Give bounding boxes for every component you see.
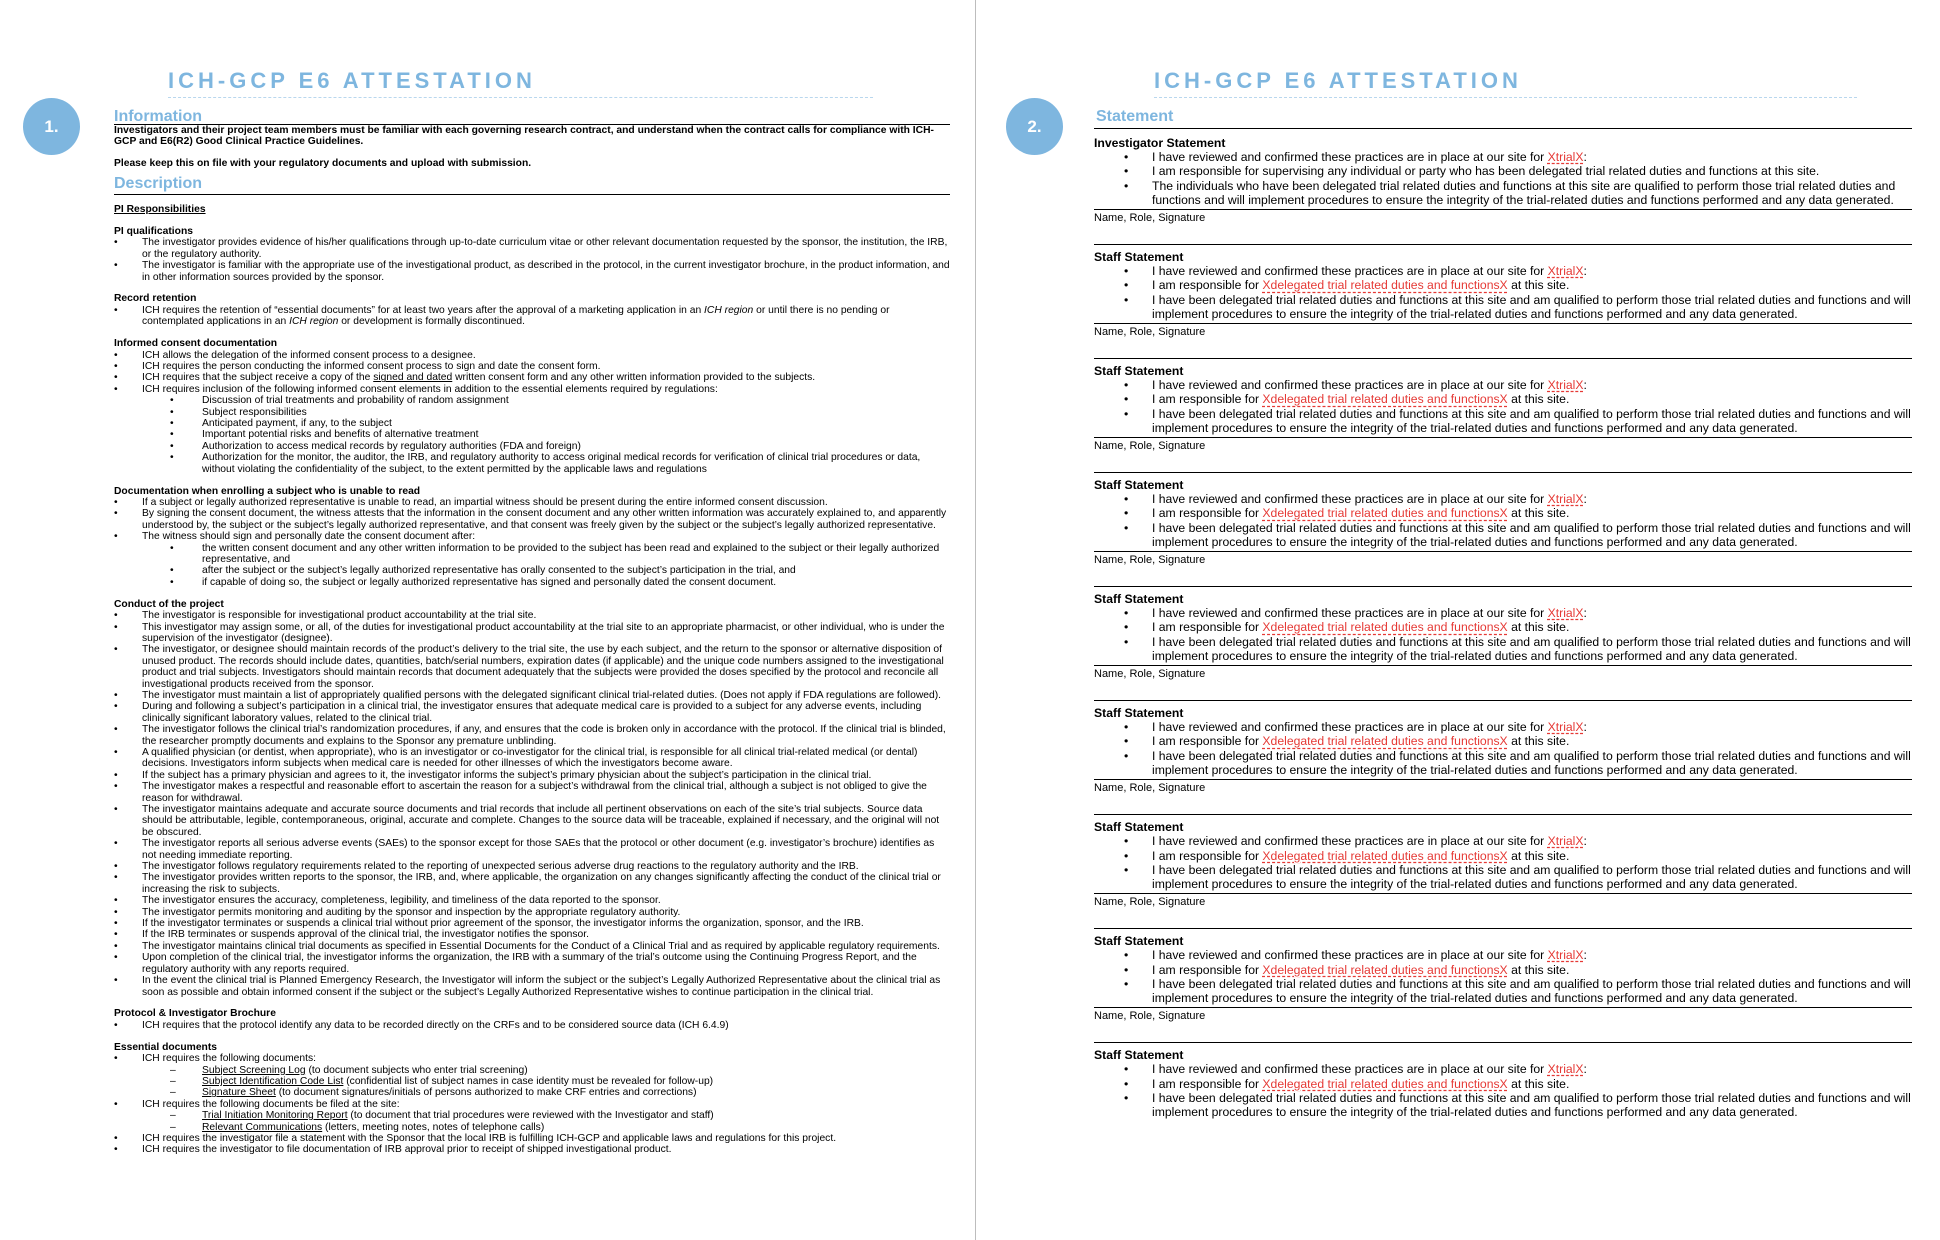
staff-statement-heading: Staff Statement	[1094, 592, 1184, 607]
list-item: • If a subject or legally authorized representative is unable to read, an impartial witness should be present during the entire informed consent discussion.	[114, 496, 828, 508]
list-item: • I have been delegated trial related duties and functions at this site and am qualified to perform those trial related duties and functions and will implement procedures to ensure the integrity of the trial-related duties and functions performed and any data generated.	[1124, 976, 1911, 1005]
list-item: • ICH allows the delegation of the informed consent process to a designee.	[114, 349, 476, 361]
conduct-list	[114, 610, 950, 998]
staff-statement	[1094, 586, 1912, 681]
statement-heading: Statement	[1096, 108, 1174, 125]
list-item: • I have been delegated trial related duties and functions at this site and am qualified to perform those trial related duties and functions and will implement procedures to ensure the integrity of the trial-related duties and functions performed and any data generated.	[1124, 520, 1911, 549]
list-item: • The investigator maintains adequate and accurate source documents and trial records that include all pertinent observations on each of the site’s trial subjects. Source data should be attributable, legible, contemporaneous, original, accurate and complete. Changes to the source data will be traceable, explained if necessary, and the original will not be obscured.	[114, 804, 940, 838]
list-item: • Anticipated payment, if any, to the subject	[170, 418, 392, 429]
list-item: • The witness should sign and personally date the consent document after:	[114, 531, 476, 543]
list-item: • During and following a subject’s participation in a clinical trial, the investigator ensures that adequate medical care is provided to a subject for any adverse events, including clinically significant laboratory values, related to the clinical trial.	[114, 701, 922, 724]
staff-statement-heading: Staff Statement	[1094, 1048, 1184, 1063]
staff-statement-heading: Staff Statement	[1094, 364, 1184, 379]
staff-statement-heading: Staff Statement	[1094, 820, 1184, 835]
list-item: • I am responsible for Xdelegated trial related duties and functionsX at this site.	[1124, 278, 1570, 293]
trial-name-field[interactable]: XtrialX	[1547, 720, 1584, 735]
investigator-statement-list	[1094, 150, 1912, 207]
list-item: • I am responsible for Xdelegated trial related duties and functionsX at this site.	[1124, 392, 1570, 407]
list-item: • The investigator reports all serious adverse events (SAEs) to the sponsor except for those SAEs that the protocol or other document (e.g. investigator’s brochure) identifies as not needing immediate reporting.	[114, 838, 935, 861]
unable-to-read-list	[114, 497, 950, 543]
trial-name-field[interactable]: XtrialX	[1547, 264, 1584, 279]
list-item: • I have reviewed and confirmed these practices are in place at our site for XtrialX:	[1124, 492, 1587, 507]
protocol-list	[114, 1020, 950, 1031]
title-dashed-rule-page-2	[1154, 97, 1857, 98]
pi-qualifications-list	[114, 237, 950, 283]
list-item: • I am responsible for Xdelegated trial related duties and functionsX at this site.	[1124, 962, 1570, 977]
staff-statement-heading: Staff Statement	[1094, 250, 1184, 265]
list-item: • ICH requires that the protocol identify any data to be recorded directly on the CRFs and to be considered source data (ICH 6.4.9)	[114, 1019, 729, 1031]
list-item: • A qualified physician (or dentist, when appropriate), who is an investigator or co-investigator for the clinical trial, is responsible for all clinical trial-related medical (or dental) decisions. Investigators inform subjects when medical care is needed for other illnesses of which the investigators become aware.	[114, 746, 918, 770]
list-item: • By signing the consent document, the witness attests that the information in the consent document and any other written information was accurately explained to, and apparently understood by, the subject or the subject’s legally authorized representative, and that consent was freely given by the subject or the subject’s legally authorized representative.	[114, 508, 947, 531]
list-item: • Discussion of trial treatments and probability of random assignment	[170, 395, 509, 407]
list-item: • ICH requires the investigator to file documentation of IRB approval prior to receipt of shipped investigational product.	[114, 1144, 672, 1156]
list-item: • I am responsible for Xdelegated trial related duties and functionsX at this site.	[1124, 734, 1570, 749]
list-item: • ICH requires the following documents be filed at the site:	[114, 1098, 400, 1110]
trial-name-field[interactable]: XtrialX	[1547, 948, 1584, 963]
list-item: • The investigator ensures the accuracy, completeness, legibility, and timeliness of the data reported to the sponsor.	[114, 895, 661, 907]
delegated-duties-field[interactable]: Xdelegated trial related duties and functionsX	[1262, 620, 1508, 635]
page-number-badge-2: 2.	[1006, 98, 1063, 155]
trial-name-field[interactable]: XtrialX	[1547, 378, 1584, 393]
delegated-duties-field[interactable]: Xdelegated trial related duties and functionsX	[1262, 1076, 1508, 1091]
trial-name-field[interactable]: XtrialX	[1547, 606, 1584, 621]
staff-statement-heading: Staff Statement	[1094, 934, 1184, 949]
list-item: • The investigator is familiar with the appropriate use of the investigational product, as described in the protocol, in the current investigator brochure, in the product information, and in other information sources provided by the sponsor.	[114, 260, 950, 283]
pi-responsibilities-heading: PI Responsibilities	[114, 204, 206, 215]
staff-statement	[1094, 358, 1912, 453]
list-item: • after the subject or the subject’s legally authorized representative has orally consented to the subject’s participation in the trial, and	[170, 565, 796, 577]
staff-statement-heading: Staff Statement	[1094, 478, 1184, 493]
list-item: • The investigator provides written reports to the sponsor, the IRB, and, where applicable, the organization on any changes significantly affecting the conduct of the clinical trial or increasing the risk to subjects.	[114, 872, 941, 895]
conduct-heading: Conduct of the project	[114, 598, 224, 610]
information-body	[114, 125, 950, 170]
list-item: • the written consent document and any other written information to be provided to the subject has been read and explained to the subject or their legally authorized representative, and	[170, 542, 940, 565]
staff-statement-list	[1094, 492, 1912, 549]
list-item: • In the event the clinical trial is Planned Emergency Research, the Investigator will inform the subject or the subject’s Legally Authorized Representative about the clinical trial as soon as possible and obtain informed consent if the subject or the subject’s Legally Authorized Representative wishes to continue participation in the clinical trial.	[114, 975, 941, 998]
list-item: • ICH requires the following documents:	[114, 1053, 316, 1065]
list-item: • Subject responsibilities	[170, 406, 307, 418]
essential-documents-list-2	[114, 1099, 950, 1110]
list-item: • The investigator maintains clinical trial documents as specified in Essential Documents for the Conduct of a Clinical Trial and as required by applicable regulatory requirements.	[114, 940, 940, 952]
unable-to-read-heading: Documentation when enrolling a subject who is unable to read	[114, 485, 421, 497]
list-item: – Relevant Communications (letters, meeting notes, notes of telephone calls)	[170, 1121, 545, 1133]
page-number-badge: 1.	[23, 98, 80, 155]
staff-statement-list	[1094, 378, 1912, 435]
trial-name-field[interactable]: XtrialX	[1547, 492, 1584, 507]
list-item: • I have reviewed and confirmed these practices are in place at our site for XtrialX:	[1124, 948, 1587, 963]
list-item: • I have reviewed and confirmed these practices are in place at our site for XtrialX:	[1124, 834, 1587, 849]
trial-name-field[interactable]: XtrialX	[1547, 1062, 1584, 1077]
list-item: • Authorization to access medical records by regulatory authorities (FDA and foreign)	[170, 440, 581, 452]
description-body	[114, 204, 950, 1156]
list-item: • The investigator permits monitoring and auditing by the sponsor and inspection by the appropriate regulatory authority.	[114, 906, 681, 918]
list-item: • If the subject has a primary physician and agrees to it, the investigator informs the subject’s primary physician about the subject’s participation in the clinical trial.	[114, 769, 872, 781]
list-item: • ICH requires inclusion of the following informed consent elements in addition to the essential elements required by regulations:	[114, 383, 718, 395]
delegated-duties-field[interactable]: Xdelegated trial related duties and functionsX	[1262, 278, 1508, 293]
list-item: • The individuals who have been delegated trial related duties and functions at this site are qualified to perform those trial related duties and functions and will implement procedures to ensure the integrity of the trial-related duties and functions performed and any data generated.	[1124, 178, 1896, 207]
signature-line[interactable]: Name, Role, Signature	[1094, 437, 1912, 453]
list-item: • I am responsible for Xdelegated trial related duties and functionsX at this site.	[1124, 620, 1570, 635]
description-rule	[114, 194, 950, 195]
delegated-duties-field[interactable]: Xdelegated trial related duties and functionsX	[1262, 962, 1508, 977]
list-item: • ICH requires that the subject receive a copy of the signed and dated written consent form and any other written information provided to the subjects.	[114, 372, 816, 384]
staff-statement	[1094, 1042, 1912, 1119]
essential-documents-list	[114, 1053, 950, 1064]
signature-line[interactable]: Name, Role, Signature	[1094, 779, 1912, 795]
list-item: • I have been delegated trial related duties and functions at this site and am qualified to perform those trial related duties and functions and will implement procedures to ensure the integrity of the trial-related duties and functions performed and any data generated.	[1124, 748, 1911, 777]
list-item: • I have reviewed and confirmed these practices are in place at our site for XtrialX:	[1124, 264, 1587, 279]
title-dashed-rule	[168, 97, 873, 98]
list-item: • Upon completion of the clinical trial, the investigator informs the organization, the IRB with a summary of the trial’s outcome using the Continuing Progress Report, and the regulatory authority with any reports required.	[114, 952, 917, 975]
information-heading: Information	[114, 108, 202, 125]
signature-line[interactable]: Name, Role, Signature	[1094, 209, 1912, 225]
list-item: • I have been delegated trial related duties and functions at this site and am qualified to perform those trial related duties and functions and will implement procedures to ensure the integrity of the trial-related duties and functions performed and any data generated.	[1124, 1090, 1911, 1119]
signature-line[interactable]: Name, Role, Signature	[1094, 893, 1912, 909]
list-item: – Trial Initiation Monitoring Report (to document that trial procedures were reviewed with the Investigator and staff)	[170, 1110, 714, 1122]
staff-statement-list	[1094, 606, 1912, 663]
list-item: • ICH requires the investigator file a statement with the Sponsor that the local IRB is fulfilling ICH-GCP and applicable laws and regulations for this project.	[114, 1132, 837, 1144]
list-item: • I have reviewed and confirmed these practices are in place at our site for XtrialX:	[1124, 1062, 1587, 1077]
staff-statement	[1094, 928, 1912, 1023]
protocol-heading: Protocol & Investigator Brochure	[114, 1008, 276, 1020]
staff-statement-list	[1094, 264, 1912, 321]
list-item: • Authorization for the monitor, the auditor, the IRB, and regulatory authority to access original medical records for verification of clinical trial procedures or data, without violating the confidentiality of the subject, to the extent permitted by the applicable laws and regulations	[170, 452, 921, 475]
consent-elements-sublist	[114, 395, 950, 475]
essential-documents-list-3	[114, 1133, 950, 1156]
list-item: • The investigator follows the clinical trial’s randomization procedures, if any, and ensures that the code is broken only in accordance with the protocol. If the clinical trial is blinded, the researcher promptly documents and explains to the Sponsor any premature unblinding.	[114, 724, 946, 747]
trial-name-field[interactable]: XtrialX	[1547, 834, 1584, 849]
list-item: • The investigator, or designee should maintain records of the product’s delivery to the trial site, the use by each subject, and the return to the sponsor or alternative disposition of unused product. The records should include dates, quantities, batch/serial numbers, expiration dates (if applicable) and the unique code numbers assigned to the investigational product and trial subjects. Investigators should maintain records that document adequately that the subjects were provided the doses specified by the protocol and reconcile all investigational products received from the sponsor.	[114, 644, 944, 690]
upload-note: Please keep this on file with your regulatory documents and upload with submission.	[114, 158, 532, 170]
signature-line[interactable]: Name, Role, Signature	[1094, 1007, 1912, 1023]
investigator-statement-heading: Investigator Statement	[1094, 136, 1226, 150]
list-item: • I have reviewed and confirmed these practices are in place at our site for XtrialX:	[1124, 378, 1587, 393]
staff-statement	[1094, 472, 1912, 567]
description-heading: Description	[114, 175, 203, 192]
list-item: • The investigator makes a respectful and reasonable effort to ascertain the reason for a subject’s withdrawal from the clinical trial, although a subject is not obliged to give the reason for withdrawal.	[114, 781, 927, 804]
list-item: – Subject Identification Code List (confidential list of subject names in case identity must be revealed for follow-up)	[170, 1075, 714, 1087]
list-item: • I have reviewed and confirmed these practices are in place at our site for XtrialX:	[1124, 720, 1587, 735]
document-title-page-2: ICH-GCP E6 ATTESTATION	[1154, 68, 1522, 93]
list-item: • ICH requires the retention of “essential documents” for at least two years after the approval of a marketing application in an ICH region or until there is no pending or contemplated applications in an ICH region or development is formally discontinued.	[114, 304, 890, 328]
list-item: • The investigator follows regulatory requirements related to the reporting of unexpected serious adverse drug reactions to the regulatory authority and the IRB.	[114, 861, 859, 873]
signature-line[interactable]: Name, Role, Signature	[1094, 551, 1912, 567]
informed-consent-heading: Informed consent documentation	[114, 338, 278, 350]
list-item: • Important potential risks and benefits of alternative treatment	[170, 429, 479, 441]
list-item: • I have reviewed and confirmed these practices are in place at our site for XtrialX:	[1124, 150, 1587, 165]
record-retention-list	[114, 305, 950, 328]
list-item: • I am responsible for Xdelegated trial related duties and functionsX at this site.	[1124, 506, 1570, 521]
document-title: ICH-GCP E6 ATTESTATION	[168, 68, 536, 93]
delegated-duties-field[interactable]: Xdelegated trial related duties and functionsX	[1262, 734, 1508, 749]
list-item: • I have been delegated trial related duties and functions at this site and am qualified to perform those trial related duties and functions and will implement procedures to ensure the integrity of the trial-related duties and functions performed and any data generated.	[1124, 862, 1911, 891]
staff-statement-list	[1094, 834, 1912, 891]
investigator-statement	[1094, 136, 1912, 225]
list-item: • I am responsible for Xdelegated trial related duties and functionsX at this site.	[1124, 1076, 1570, 1091]
list-item: • The investigator must maintain a list of appropriately qualified persons with the delegated significant clinical trial-related duties. (Does not apply if FDA regulations are followed).	[114, 689, 941, 701]
staff-statement	[1094, 700, 1912, 795]
statement-rule	[1094, 128, 1912, 129]
list-item: • I am responsible for Xdelegated trial related duties and functionsX at this site.	[1124, 848, 1570, 863]
staff-statement-list	[1094, 1062, 1912, 1119]
staff-statement-list	[1094, 720, 1912, 777]
staff-statement-heading: Staff Statement	[1094, 706, 1184, 721]
signature-line[interactable]: Name, Role, Signature	[1094, 323, 1912, 339]
informed-consent-list	[114, 350, 950, 396]
trial-name-field[interactable]: XtrialX	[1547, 150, 1584, 165]
list-item: • I have reviewed and confirmed these practices are in place at our site for XtrialX:	[1124, 606, 1587, 621]
list-item: • The investigator provides evidence of his/her qualifications through up-to-date curriculum vitae or other relevant documentation requested by the sponsor, the institution, the IRB, or the regulatory authority.	[114, 237, 948, 260]
list-item: • if capable of doing so, the subject or legally authorized representative has signed and personally dated the consent document.	[170, 576, 777, 588]
delegated-duties-field[interactable]: Xdelegated trial related duties and functionsX	[1262, 506, 1508, 521]
delegated-duties-field[interactable]: Xdelegated trial related duties and functionsX	[1262, 392, 1508, 407]
list-item: • If the IRB terminates or suspends approval of the clinical trial, the investigator notifies the sponsor.	[114, 929, 590, 941]
staff-statement	[1094, 244, 1912, 339]
list-item: • If the investigator terminates or suspends a clinical trial without prior agreement of the sponsor, the investigator informs the organization, sponsor, and the IRB.	[114, 918, 864, 930]
staff-statement-list	[1094, 948, 1912, 1005]
essential-documents-heading: Essential documents	[114, 1041, 217, 1053]
delegated-duties-field[interactable]: Xdelegated trial related duties and functionsX	[1262, 848, 1508, 863]
staff-statements	[1094, 244, 1912, 1119]
list-item: • The investigator is responsible for investigational product accountability at the trial site.	[114, 610, 537, 622]
list-item: • This investigator may assign some, or all, of the duties for investigational product accountability at the trial site to an appropriate pharmacist, or other individual, who is under the supervision of the investigator (designee).	[114, 621, 945, 644]
record-retention-heading: Record retention	[114, 293, 197, 305]
list-item: – Signature Sheet (to document signatures/initials of persons authorized to make CRF entries and corrections)	[170, 1087, 697, 1099]
list-item: • I have been delegated trial related duties and functions at this site and am qualified to perform those trial related duties and functions and will implement procedures to ensure the integrity of the trial-related duties and functions performed and any data generated.	[1124, 406, 1911, 435]
essential-sublist-2	[114, 1110, 950, 1133]
list-item: • I am responsible for supervising any individual or party who has been delegated trial related duties and functions at this site.	[1124, 164, 1820, 179]
list-item: • ICH requires the person conducting the informed consent process to sign and date the consent form.	[114, 360, 601, 372]
list-item: – Subject Screening Log (to document subjects who enter trial screening)	[170, 1064, 528, 1076]
list-item: • I have been delegated trial related duties and functions at this site and am qualified to perform those trial related duties and functions and will implement procedures to ensure the integrity of the trial-related duties and functions performed and any data generated.	[1124, 634, 1911, 663]
staff-statement	[1094, 814, 1912, 909]
list-item: • I have been delegated trial related duties and functions at this site and am qualified to perform those trial related duties and functions and will implement procedures to ensure the integrity of the trial-related duties and functions performed and any data generated.	[1124, 292, 1911, 321]
statements-body	[1094, 136, 1912, 1119]
pi-qualifications-heading: PI qualifications	[114, 225, 193, 237]
intro-paragraph: Investigators and their project team members must be familiar with each governing research contract, and understand when the contract calls for compliance with ICH-GCP and E6(R2) Good Clinical Practice Guidelines.	[114, 125, 934, 148]
signature-line[interactable]: Name, Role, Signature	[1094, 665, 1912, 681]
witness-sublist	[114, 543, 950, 589]
essential-sublist-1	[114, 1065, 950, 1099]
